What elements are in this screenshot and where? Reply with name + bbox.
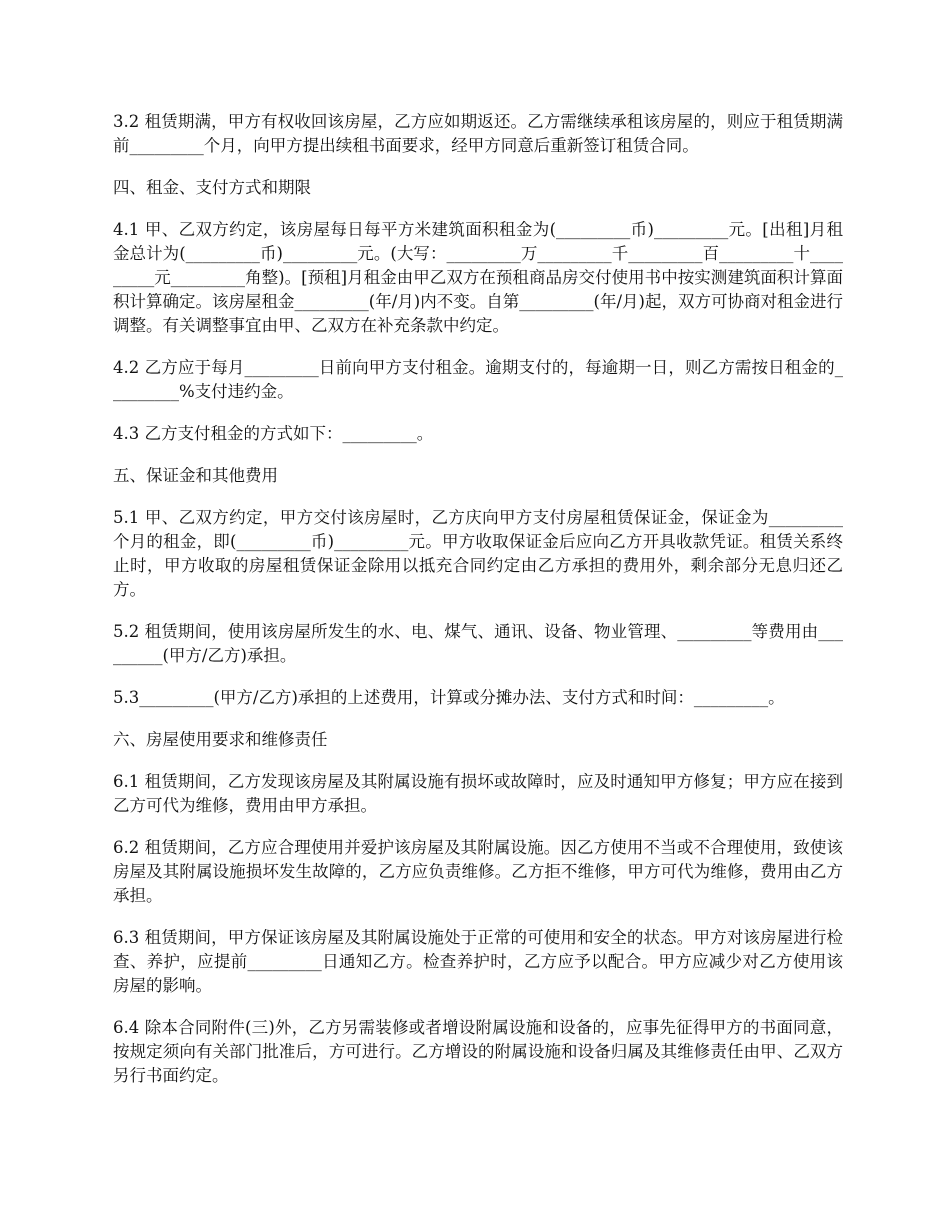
- section-heading-maintenance: 六、房屋使用要求和维修责任: [113, 730, 328, 749]
- document-page: [113, 110, 843, 1106]
- section-heading-rent: 四、租金、支付方式和期限: [113, 178, 311, 197]
- clause-3-2: 3.2 租赁期满，甲方有权收回该房屋，乙方应如期返还。乙方需继续承租该房屋的，则应于租赁期满前_________个月，向甲方提出续租书面要求，经甲方同意后重新签订租赁合同。: [113, 112, 843, 155]
- clause-5-3: 5.3_________(甲方/乙方)承担的上述费用，计算或分摊办法、支付方式和时间：_________。: [113, 688, 785, 707]
- clause-4-2: 4.2 乙方应于每月_________日前向甲方支付租金。逾期支付的，每逾期一日，则乙方需按日租金的_________%支付违约金。: [113, 358, 843, 401]
- clause-4-1: 4.1 甲、乙双方约定，该房屋每日每平方米建筑面积租金为(_________币)_________元。[出租]月租金总计为(_________币)_________元。(大写：_________万_________千_________百_________十_________元_________角整)。[预租]月租金由甲乙双方在预租商品房交付使用书中按实测建筑面积计算面积计算确定。该房屋租金_________(年/月)内不变。自第_________(年/月)起，双方可协商对租金进行调整。有关调整事宜由甲、乙双方在补充条款中约定。: [113, 220, 843, 335]
- clause-6-3: 6.3 租赁期间，甲方保证该房屋及其附属设施处于正常的可使用和安全的状态。甲方对该房屋进行检查、养护，应提前_________日通知乙方。检查养护时，乙方应予以配合。甲方应减少对乙方使用该房屋的影响。: [113, 928, 843, 995]
- clause-6-1: 6.1 租赁期间，乙方发现该房屋及其附属设施有损坏或故障时，应及时通知甲方修复；甲方应在接到乙方可代为维修，费用由甲方承担。: [113, 772, 843, 815]
- clause-6-4: 6.4 除本合同附件(三)外，乙方另需装修或者增设附属设施和设备的，应事先征得甲方的书面同意，按规定须向有关部门批准后，方可进行。乙方增设的附属设施和设备归属及其维修责任由甲、乙双方另行书面约定。: [113, 1018, 843, 1085]
- section-heading-deposit: 五、保证金和其他费用: [113, 466, 278, 485]
- clause-4-3: 4.3 乙方支付租金的方式如下：_________。: [113, 424, 434, 443]
- clause-6-2: 6.2 租赁期间，乙方应合理使用并爱护该房屋及其附属设施。因乙方使用不当或不合理使用，致使该房屋及其附属设施损坏发生故障的，乙方应负责维修。乙方拒不维修，甲方可代为维修，费用由乙方承担。: [113, 838, 843, 905]
- clause-5-2: 5.2 租赁期间，使用该房屋所发生的水、电、煤气、通讯、设备、物业管理、_________等费用由_________(甲方/乙方)承担。: [113, 622, 843, 665]
- clause-5-1: 5.1 甲、乙双方约定，甲方交付该房屋时，乙方庆向甲方支付房屋租赁保证金，保证金为_________个月的租金，即(_________币)_________元。甲方收取保证金后应向乙方开具收款凭证。租赁关系终止时，甲方收取的房屋租赁保证金除用以抵充合同约定由乙方承担的费用外，剩余部分无息归还乙方。: [113, 508, 843, 599]
